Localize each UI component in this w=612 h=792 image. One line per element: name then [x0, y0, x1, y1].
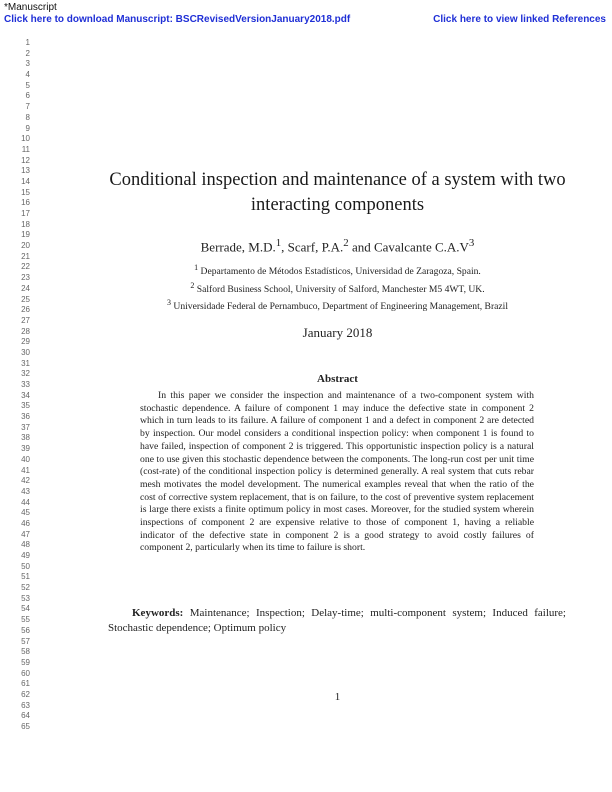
line-number: 22	[21, 262, 30, 272]
author-separator: ,	[281, 239, 288, 255]
line-number: 33	[21, 380, 30, 389]
line-number: 34	[21, 390, 30, 400]
line-number: 3	[25, 59, 30, 69]
line-number: 28	[21, 326, 30, 336]
affiliation	[100, 279, 575, 297]
line-number: 56	[21, 625, 30, 635]
line-number: 53	[21, 593, 30, 603]
line-number: 47	[21, 529, 30, 539]
author-affiliation-mark: 2	[343, 237, 349, 249]
line-number: 15	[21, 187, 30, 197]
keywords-label: Keywords:	[132, 607, 184, 619]
download-manuscript-link[interactable]: Click here to download Manuscript: BSCRevisedVersionJanuary2018.pdf	[4, 14, 351, 25]
line-number: 54	[21, 604, 30, 614]
line-number: 24	[21, 283, 30, 293]
line-number: 61	[21, 679, 30, 689]
line-number: 11	[21, 144, 30, 154]
line-number: 42	[21, 476, 30, 486]
line-number: 5	[25, 80, 30, 90]
line-number: 45	[21, 508, 30, 518]
line-number: 59	[21, 657, 30, 667]
line-number: 1	[25, 38, 30, 47]
author-affiliation-mark: 1	[275, 237, 282, 249]
line-number: 38	[21, 433, 30, 443]
affiliation-mark: 1	[194, 263, 199, 272]
line-number: 43	[21, 486, 30, 496]
paper-date: January 2018	[302, 325, 373, 340]
author-name: Scarf, P.A.	[287, 239, 344, 255]
manuscript-label: *Manuscript	[4, 2, 57, 13]
line-number: 7	[25, 102, 30, 112]
line-number: 16	[21, 198, 30, 208]
line-number: 49	[21, 551, 30, 560]
line-number: 23	[21, 273, 30, 283]
line-number: 13	[21, 166, 30, 176]
line-number: 32	[21, 369, 30, 379]
line-number: 50	[21, 561, 30, 571]
affiliation	[100, 261, 575, 279]
affiliation-mark: 3	[167, 298, 171, 308]
line-number: 2	[25, 48, 30, 58]
affiliation-text: Salford Business School, University of Salford, Manchester M5 4WT, UK.	[194, 283, 485, 295]
line-number: 4	[25, 70, 30, 80]
line-number: 6	[25, 91, 30, 101]
line-number: 21	[21, 251, 30, 261]
keywords-list: Maintenance; Inspection; Delay-time; multi-component system; Induced failure; Stochastic dependence; Optimum policy	[108, 607, 566, 634]
line-number: 8	[25, 112, 30, 122]
line-number: 12	[21, 155, 30, 165]
line-number: 58	[21, 647, 30, 657]
line-number: 36	[21, 412, 30, 422]
keywords-block	[108, 606, 566, 636]
line-number: 19	[21, 230, 30, 240]
line-number: 52	[21, 583, 30, 593]
author-affiliation-mark: 3	[468, 237, 475, 249]
abstract-body: In this paper we consider the inspection and maintenance of a two-component system with stochastic dependence. A failure of component 1 may induce the defective state in component 2 which in turn leads to its failure. A failure of component 1 and a defect in component 2 are detected by inspection. Our model considers a conditional inspection policy: when component 1 is found to have failed, inspection of component 2 is triggered. This opportunistic inspection policy is a natural one to use given this stochastic dependence between the components. The long-run cost per unit time (cost-rate) of the conditional inspection policy is determined generally. A real system that cuts rebar mesh motivates the model development. The numerical examples reveal that when the ratio of the cost of corrective system replacement, that is on failure, to the cost of preventive system replacement is large there exists a finite optimum policy in most cases. Moreover, for the studied system wherein inspections of component 2 are expensive relative to those of component 1, having a reliable indicator of the defective state in component 2 is a good strategy to avoid costly failures of component 2, particularly when its time to failure is short.	[140, 390, 534, 554]
line-number: 48	[21, 540, 30, 550]
line-number: 40	[21, 454, 30, 464]
line-number: 44	[21, 497, 30, 507]
affiliation-text: Universidade Federal de Pernambuco, Department of Engineering Management, Brazil	[171, 301, 508, 313]
line-number: 18	[21, 219, 30, 229]
line-number: 60	[21, 668, 30, 678]
line-number: 37	[21, 422, 30, 432]
line-number: 31	[21, 358, 30, 368]
line-number: 17	[21, 209, 30, 218]
affiliation-text: Departamento de Métodos Estadísticos, Universidad de Zaragoza, Spain.	[198, 266, 481, 278]
line-number: 57	[21, 636, 30, 646]
line-number: 35	[21, 401, 30, 411]
line-number: 41	[21, 465, 30, 475]
line-number: 30	[21, 347, 30, 357]
paper-title: Conditional inspection and maintenance of a system with two interacting components	[109, 170, 566, 215]
line-number: 63	[21, 700, 30, 710]
author-name: Berrade, M.D.	[200, 239, 276, 255]
line-number: 46	[21, 518, 30, 528]
line-number: 51	[21, 572, 30, 582]
line-number: 64	[21, 711, 30, 721]
line-number: 9	[25, 123, 30, 133]
affiliation	[100, 296, 575, 314]
abstract-heading: Abstract	[317, 373, 358, 385]
line-number: 10	[21, 134, 30, 144]
author-separator: and	[348, 239, 374, 255]
view-references-link[interactable]: Click here to view linked References	[433, 14, 606, 25]
page-number: 1	[334, 691, 341, 703]
line-number: 26	[21, 305, 30, 315]
line-number: 55	[21, 615, 30, 625]
line-number: 14	[21, 176, 30, 186]
line-number: 29	[21, 337, 30, 347]
line-number: 20	[21, 241, 30, 251]
line-number: 39	[21, 444, 30, 454]
line-number: 27	[21, 315, 30, 325]
affiliation-mark: 2	[190, 280, 195, 290]
line-number: 25	[21, 294, 30, 304]
affiliation-list	[100, 261, 575, 314]
line-number: 65	[21, 722, 30, 731]
line-number: 62	[21, 689, 30, 699]
author-name: Cavalcante C.A.V	[373, 239, 469, 255]
line-number-gutter	[8, 38, 30, 733]
author-list	[100, 235, 575, 255]
